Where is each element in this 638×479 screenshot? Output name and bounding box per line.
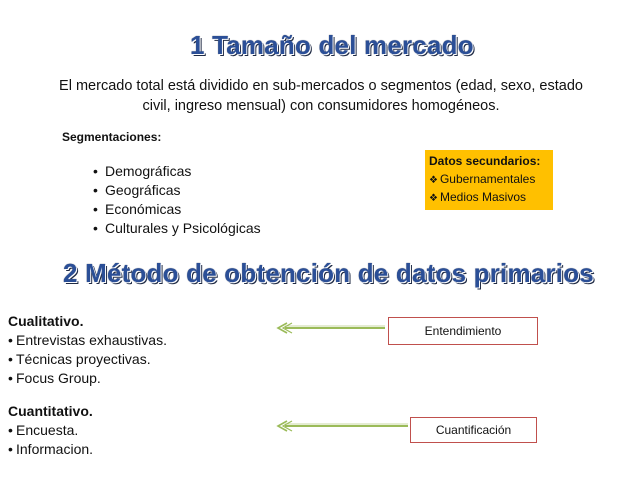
segmentation-item: • Culturales y Psicológicas [93,219,261,238]
qualitative-block [8,312,167,388]
segmentation-item: • Geográficas [93,181,261,200]
left-arrow-icon [275,420,409,432]
qualitative-item: • Focus Group. [8,369,167,388]
quantitative-label: Cuantitativo. [8,403,93,419]
segmentations-list [93,162,261,238]
intro-text: El mercado total está dividido en sub-mercados o segmentos (edad, sexo, estado civil, ingreso mensual) con consumidores homogéneos. [59,78,583,114]
understanding-tag: Entendimiento [388,317,538,345]
secondary-data-heading: Datos secundarios: [429,154,541,168]
quantification-tag: Cuantificación [410,417,537,443]
segmentations-label: Segmentaciones: [62,130,162,144]
left-arrow-icon [275,322,387,334]
qualitative-label: Cualitativo. [8,313,84,329]
secondary-data-item: ❖ Gubernamentales [429,171,551,190]
quantitative-item: • Encuesta. [8,421,93,440]
quantitative-item: • Informacion. [8,440,93,459]
qualitative-item: • Técnicas proyectivas. [8,350,167,369]
section-1-title: 1 Tamaño del mercado [190,30,474,60]
segmentation-item: • Económicas [93,200,261,219]
section-2-title: 2 Método de obtención de datos primarios [63,258,594,288]
qualitative-item: • Entrevistas exhaustivas. [8,331,167,350]
quantitative-block [8,402,93,459]
segmentation-item: • Demográficas [93,162,261,181]
secondary-data-box [425,150,553,210]
secondary-data-item: ❖ Medios Masivos [429,189,551,208]
